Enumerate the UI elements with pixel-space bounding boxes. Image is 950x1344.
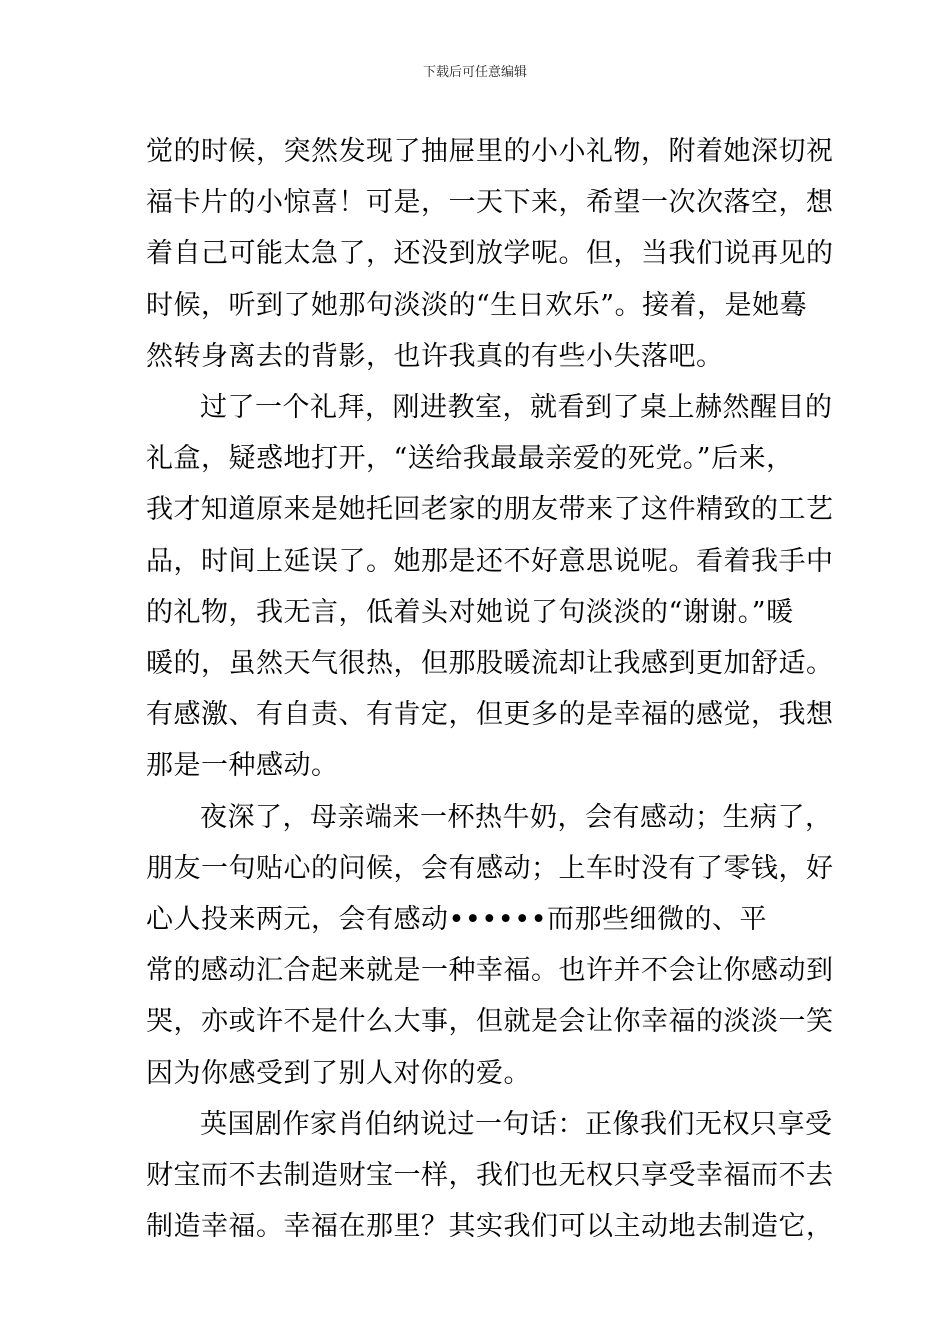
paragraph-1 bbox=[146, 126, 834, 382]
text-line: 我才知道原来是她托回老家的朋友带来了这件精致的工艺 bbox=[146, 494, 834, 526]
text-line: 过了一个礼拜，刚进教室，就看到了桌上赫然醒目的 bbox=[200, 392, 833, 424]
text-line: 因为你感受到了别人对你的爱。 bbox=[146, 1057, 531, 1089]
text-line: 暖的，虽然天气很热，但那股暖流却让我感到更加舒适。 bbox=[146, 648, 834, 680]
text-line: 哭，亦或许不是什么大事，但就是会让你幸福的淡淡一笑 bbox=[146, 1006, 834, 1038]
text-line: 礼盒，疑惑地打开，“送给我最最亲爱的死党。”后来， bbox=[146, 443, 794, 475]
text-line: 然转身离去的背影，也许我真的有些小失落吧。 bbox=[146, 340, 724, 372]
text-line: 着自己可能太急了，还没到放学呢。但，当我们说再见的 bbox=[146, 238, 834, 270]
text-line: 的礼物，我无言，低着头对她说了句淡淡的“谢谢。”暖 bbox=[146, 596, 794, 628]
text-line: 制造幸福。幸福在那里？其实我们可以主动地去制造它， bbox=[146, 1211, 834, 1243]
text-line: 常的感动汇合起来就是一种幸福。也许并不会让你感动到 bbox=[146, 955, 834, 987]
document-body bbox=[146, 126, 834, 1252]
text-line: 觉的时候，突然发现了抽屉里的小小礼物，附着她深切祝 bbox=[146, 136, 834, 167]
text-line: 那是一种感动。 bbox=[146, 750, 339, 782]
text-line: 有感激、有自责、有肯定，但更多的是幸福的感觉，我想 bbox=[146, 699, 834, 731]
text-line: 心人投来两元，会有感动••••••而那些细微的、平 bbox=[146, 904, 768, 936]
text-line: 英国剧作家肖伯纳说过一句话：正像我们无权只享受 bbox=[200, 1108, 833, 1140]
paragraph-4 bbox=[146, 1099, 834, 1253]
text-line: 财宝而不去制造财宝一样，我们也无权只享受幸福而不去 bbox=[146, 1160, 834, 1192]
text-line: 夜深了，母亲端来一杯热牛奶，会有感动；生病了， bbox=[200, 801, 833, 833]
text-line: 品，时间上延误了。她那是还不好意思说呢。看着我手中 bbox=[146, 545, 834, 577]
paragraph-2 bbox=[146, 382, 834, 792]
text-line: 朋友一句贴心的问候，会有感动；上车时没有了零钱，好 bbox=[146, 852, 834, 884]
text-line: 福卡片的小惊喜！可是，一天下来，希望一次次落空，想 bbox=[146, 187, 834, 219]
paragraph-3 bbox=[146, 792, 834, 1099]
page-header: 下载后可任意编辑 bbox=[422, 65, 527, 80]
text-line: 时候，听到了她那句淡淡的“生日欢乐”。接着，是她蓦 bbox=[146, 289, 808, 321]
